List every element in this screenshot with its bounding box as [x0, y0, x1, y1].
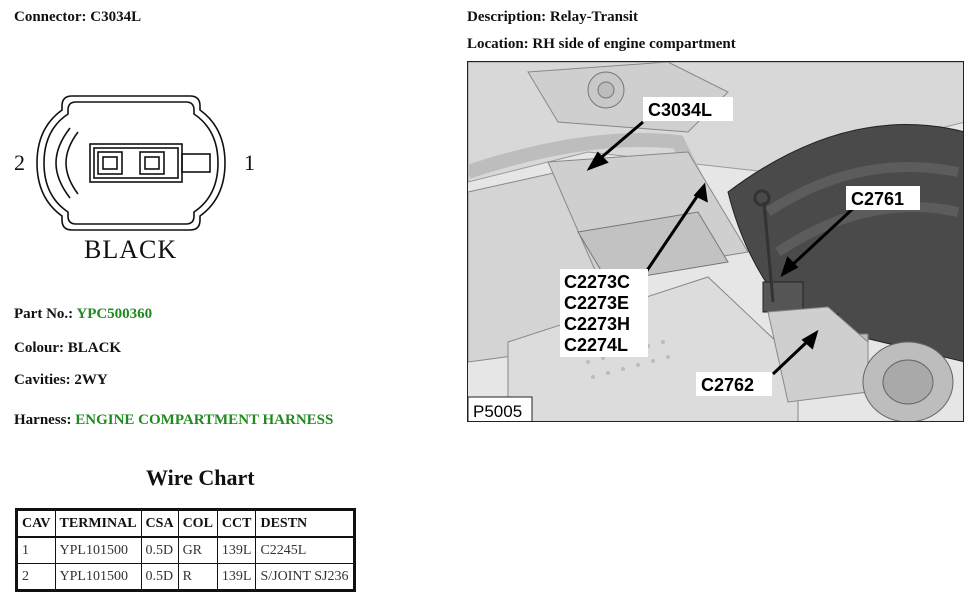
cell-cct: 139L	[217, 537, 256, 564]
cavities-field	[14, 372, 108, 389]
header-terminal: TERMINAL	[55, 510, 141, 538]
colour-field	[14, 340, 121, 357]
wire-chart-title: Wire Chart	[146, 465, 255, 490]
callout-c2273e: C2273E	[564, 293, 630, 313]
header-col: COL	[178, 510, 217, 538]
cell-destn: S/JOINT SJ236	[256, 564, 354, 591]
cell-cav: 1	[17, 537, 56, 564]
cell-terminal: YPL101500	[55, 564, 141, 591]
header-cct: CCT	[217, 510, 256, 538]
cell-csa: 0.5D	[141, 564, 178, 591]
pin-label-2: 2	[14, 150, 25, 175]
callout-c2762: C2762	[701, 375, 755, 395]
cavities-label: Cavities:	[14, 372, 71, 388]
header-csa: CSA	[141, 510, 178, 538]
cell-terminal: YPL101500	[55, 537, 141, 564]
harness-label: Harness:	[14, 412, 72, 428]
connector-color-text: BLACK	[84, 235, 178, 263]
cell-cav: 2	[17, 564, 56, 591]
header-cav: CAV	[17, 510, 56, 538]
header-destn: DESTN	[256, 510, 354, 538]
description-value: Relay-Transit	[549, 9, 638, 25]
cell-col: R	[178, 564, 217, 591]
cell-cct: 139L	[217, 564, 256, 591]
location-field	[467, 36, 736, 53]
pin-label-1: 1	[244, 150, 255, 175]
callout-c2273h: C2273H	[564, 314, 631, 334]
part-no-field	[14, 306, 152, 323]
location-value: RH side of engine compartment	[532, 36, 736, 52]
harness-field	[14, 412, 333, 429]
colour-label: Colour:	[14, 340, 64, 356]
engine-bay-illustration	[468, 62, 964, 422]
callout-c3034l: C3034L	[648, 100, 713, 120]
harness-value[interactable]: ENGINE COMPARTMENT HARNESS	[75, 412, 334, 428]
table-row	[17, 564, 355, 591]
callout-c2273c: C2273C	[564, 272, 631, 292]
table-row	[17, 537, 355, 564]
connector-value: C3034L	[90, 9, 142, 25]
photo-ref-label: P5005	[473, 402, 523, 421]
cell-col: GR	[178, 537, 217, 564]
location-photo	[467, 61, 964, 422]
connector-outline	[10, 88, 260, 263]
part-no-label: Part No.:	[14, 306, 74, 322]
description-field	[467, 9, 638, 26]
connector-face-diagram	[10, 88, 260, 263]
wire-chart-table	[15, 508, 356, 592]
cavities-value: 2WY	[74, 372, 108, 388]
table-header-row	[17, 510, 355, 538]
cell-destn: C2245L	[256, 537, 354, 564]
location-label: Location:	[467, 36, 529, 52]
callout-c2761: C2761	[851, 189, 905, 209]
callout-c2274l: C2274L	[564, 335, 629, 355]
part-no-value[interactable]: YPC500360	[76, 306, 153, 322]
connector-field	[14, 9, 141, 26]
description-label: Description:	[467, 9, 547, 25]
colour-value: BLACK	[67, 340, 122, 356]
cell-csa: 0.5D	[141, 537, 178, 564]
connector-label: Connector:	[14, 9, 87, 25]
